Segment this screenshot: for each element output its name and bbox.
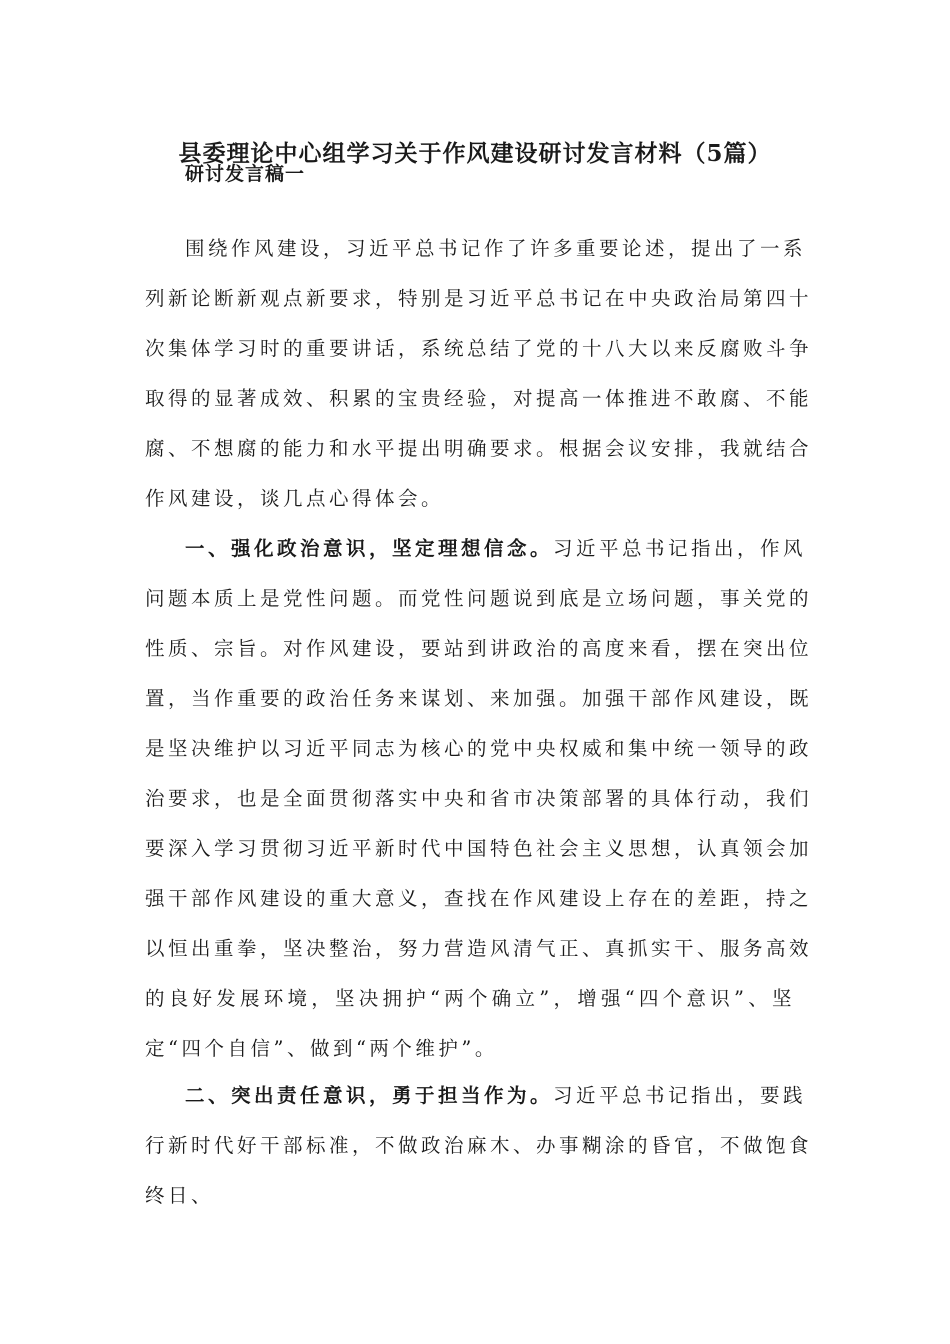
paragraph-first-line xyxy=(145,1071,807,1121)
paragraph-line: 围绕作风建设，习近平总书记作了许多重要论述，提出了一系 xyxy=(185,237,807,260)
paragraph-line: 作风建设，谈几点心得体会。 xyxy=(145,487,445,510)
section-heading: 二、突出责任意识，勇于担当作为。 xyxy=(185,1084,554,1107)
paragraph-line: 性质、宗旨。对作风建设，要站到讲政治的高度来看，摆在突出位 xyxy=(145,637,813,660)
paragraph-line: 是坚决维护以习近平同志为核心的党中央权威和集中统一领导的政 xyxy=(145,737,813,760)
paragraph-line: 问题本质上是党性问题。而党性问题说到底是立场问题，事关党的 xyxy=(145,587,813,610)
paragraph-line: 列新论断新观点新要求，特别是习近平总书记在中央政治局第四十 xyxy=(145,287,813,310)
paragraph-line: 的良好发展环境，坚决拥护“两个确立”，增强“四个意识”、坚 xyxy=(145,987,795,1010)
section-heading: 一、强化政治意识，坚定理想信念。 xyxy=(185,537,554,560)
paragraph-text: 习近平总书记指出，要践 xyxy=(553,1084,807,1107)
paragraph-line: 行新时代好干部标准，不做政治麻木、办事糊涂的昏官，不做饱食 xyxy=(145,1134,813,1157)
paragraph-text: 习近平总书记指出，作风 xyxy=(553,537,807,560)
paragraph-section-one xyxy=(145,524,813,1074)
paragraph-line: 要深入学习贯彻习近平新时代中国特色社会主义思想，认真领会加 xyxy=(145,837,813,860)
paragraph-line: 以恒出重拳，坚决整治，努力营造风清气正、真抓实干、服务高效 xyxy=(145,937,813,960)
paragraph-line: 置，当作重要的政治任务来谋划、来加强。加强干部作风建设，既 xyxy=(145,687,813,710)
paragraph-line: 腐、不想腐的能力和水平提出明确要求。根据会议安排，我就结合 xyxy=(145,437,813,460)
paragraph-line: 次集体学习时的重要讲话，系统总结了党的十八大以来反腐败斗争 xyxy=(145,337,813,360)
paragraph-line: 强干部作风建设的重大意义，查找在作风建设上存在的差距，持之 xyxy=(145,887,813,910)
paragraph-line: 取得的显著成效、积累的宝贵经验，对提高一体推进不敢腐、不能 xyxy=(145,387,813,410)
paragraph-section-two xyxy=(145,1071,813,1221)
paragraph-line: 终日、 xyxy=(145,1184,215,1207)
paragraph-first-line xyxy=(145,524,807,574)
paragraph-line: 定“四个自信”、做到“两个维护”。 xyxy=(145,1037,498,1060)
document-title: 县委理论中心组学习关于作风建设研讨发言材料（5篇） xyxy=(178,140,772,167)
paragraph-intro xyxy=(145,224,813,524)
paragraph-line: 治要求，也是全面贯彻落实中央和省市决策部署的具体行动，我们 xyxy=(145,787,813,810)
document-subtitle: 研讨发言稿一 xyxy=(185,163,306,185)
